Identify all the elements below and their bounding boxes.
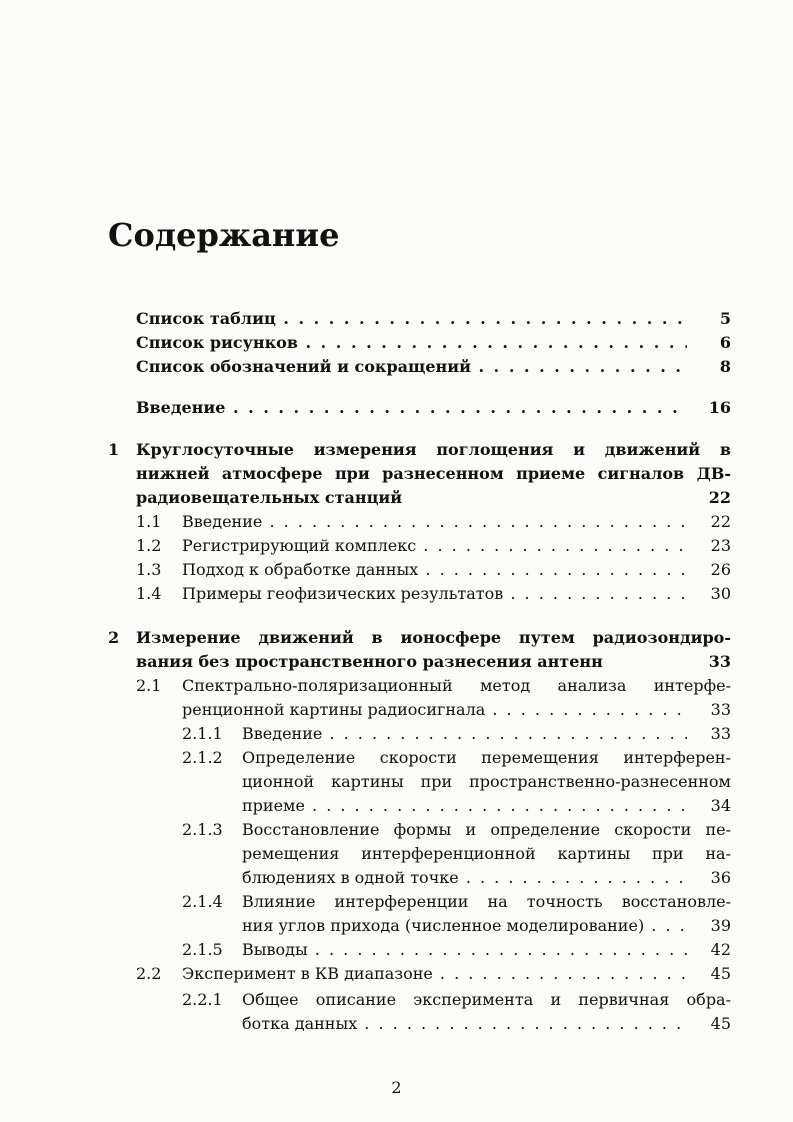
- toc-page-number: 8: [719, 357, 731, 376]
- chapter-title-line: вания без пространственного разнесения антенн: [136, 652, 603, 671]
- toc-page-number: 16: [708, 398, 731, 417]
- subsection-title-line: ционной картины при пространственно-разнесенном: [242, 772, 731, 791]
- toc-page-number: 23: [710, 536, 731, 555]
- toc-entry-title: Список таблиц . . .: [136, 307, 687, 331]
- subsection-title: Введение . . .: [242, 722, 687, 746]
- subsection-number: 2.1.3: [182, 820, 223, 839]
- section-number: 1.2: [136, 536, 162, 555]
- subsection-title-line: блюдениях в одной точке . . .: [242, 866, 687, 890]
- subsection-number: 2.1.2: [182, 748, 223, 767]
- subsection-title-line: Общее описание эксперимента и первичная обра-: [242, 990, 731, 1009]
- subsection-number: 2.1.4: [182, 892, 223, 911]
- toc-entry-title: Список рисунков . . .: [136, 331, 687, 355]
- toc-page-number: 26: [710, 560, 731, 579]
- subsection-title-line: Определение скорости перемещения интерферен-: [242, 748, 731, 767]
- subsection-title-line: ремещения интерференционной картины при на-: [242, 844, 731, 863]
- toc-entry-title: Список обозначений и сокращений . . .: [136, 355, 687, 379]
- toc-page-number: 39: [710, 916, 731, 935]
- section-title-line: ренционной картины радиосигнала . . .: [182, 698, 687, 722]
- subsection-title-line: приеме . . .: [242, 794, 687, 818]
- subsection-title-line: ботка данных . . .: [242, 1012, 687, 1036]
- section-title-line: Спектрально-поляризационный метод анализа интерфе-: [182, 676, 731, 695]
- section-title: Подход к обработке данных . . .: [182, 558, 687, 582]
- chapter-number: 1: [108, 440, 120, 459]
- toc-page-number: 33: [710, 724, 731, 743]
- chapter-title-line: Круглосуточные измерения поглощения и движений в: [136, 440, 731, 459]
- toc-page-number: 36: [710, 868, 731, 887]
- section-number: 1.1: [136, 512, 162, 531]
- subsection-title-line: Восстановление формы и определение скорости пе-: [242, 820, 731, 839]
- toc-page-number: 22: [708, 488, 731, 507]
- section-number: 2.2: [136, 964, 162, 983]
- chapter-title-line: нижней атмосфере при разнесенном приеме сигналов ДВ-: [136, 464, 731, 483]
- toc-page-number: 34: [710, 796, 731, 815]
- subsection-title-line: Влияние интерференции на точность восстановле-: [242, 892, 731, 911]
- toc-page-number: 6: [719, 333, 731, 352]
- toc-page-number: 30: [710, 584, 731, 603]
- toc-page-number: 45: [710, 964, 731, 983]
- toc-page-number: 33: [708, 652, 731, 671]
- section-title: Введение . . .: [182, 510, 687, 534]
- subsection-number: 2.2.1: [182, 990, 223, 1009]
- toc-page-number: 42: [710, 940, 731, 959]
- toc-page-number: 22: [710, 512, 731, 531]
- toc-page-number: 33: [710, 700, 731, 719]
- section-title: Регистрирующий комплекс . . .: [182, 534, 687, 558]
- subsection-title-line: ния углов прихода (численное моделирование) . . .: [242, 914, 687, 938]
- page-title: Содержание: [108, 216, 340, 254]
- toc-entry-title: Введение . . .: [136, 396, 687, 420]
- page-number: 2: [391, 1078, 402, 1097]
- subsection-title: Выводы . . .: [242, 938, 687, 962]
- section-title: Эксперимент в КВ диапазоне . . .: [182, 962, 687, 986]
- section-number: 2.1: [136, 676, 162, 695]
- subsection-number: 2.1.5: [182, 940, 223, 959]
- section-number: 1.3: [136, 560, 162, 579]
- chapter-title-line: Измерение движений в ионосфере путем радиозондиро-: [136, 628, 731, 647]
- section-number: 1.4: [136, 584, 162, 603]
- chapter-number: 2: [108, 628, 120, 647]
- toc-page-number: 5: [719, 309, 731, 328]
- subsection-number: 2.1.1: [182, 724, 223, 743]
- toc-page-number: 45: [710, 1014, 731, 1033]
- section-title: Примеры геофизических результатов . . .: [182, 582, 687, 606]
- chapter-title-line: радиовещательных станций: [136, 488, 403, 507]
